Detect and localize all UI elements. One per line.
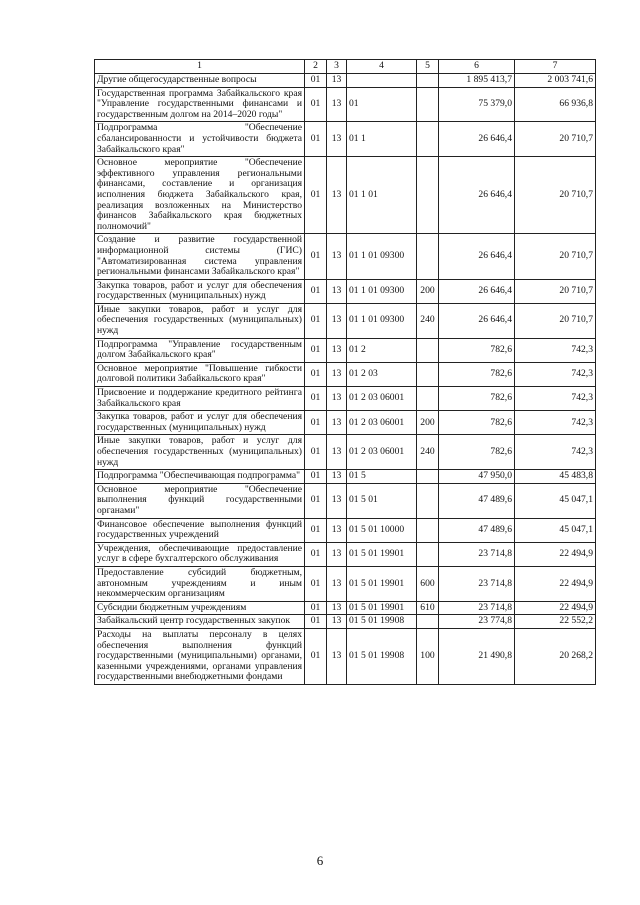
table-body: [95, 74, 596, 685]
table-row: [95, 518, 596, 542]
target-article-code: 01 2 03 06001: [347, 387, 417, 411]
subsection-code: 13: [327, 483, 347, 518]
amount-year-1: 782,6: [439, 362, 515, 386]
section-code: 01: [305, 122, 327, 157]
subsection-code: 13: [327, 628, 347, 684]
subsection-code: 13: [327, 566, 347, 601]
row-name: Иные закупки товаров, работ и услуг для обеспечения государственных (муниципальных) нужд: [95, 435, 305, 470]
amount-year-2: 742,3: [515, 387, 596, 411]
amount-year-1: 26 646,4: [439, 234, 515, 279]
subsection-code: 13: [327, 87, 347, 122]
table-row: [95, 74, 596, 88]
subsection-code: 13: [327, 303, 347, 338]
table-row: [95, 483, 596, 518]
target-article-code: 01 1 01 09300: [347, 279, 417, 303]
expense-type-code: 610: [417, 601, 439, 615]
row-name: Предоставление субсидий бюджетным, автономным учреждениям и иным некоммерческим организациям: [95, 566, 305, 601]
row-name: Основное мероприятие "Повышение гибкости долговой политики Забайкальского края": [95, 362, 305, 386]
amount-year-1: 47 489,6: [439, 518, 515, 542]
section-code: 01: [305, 234, 327, 279]
amount-year-1: 26 646,4: [439, 279, 515, 303]
target-article-code: 01 2 03 06001: [347, 411, 417, 435]
row-name: Подпрограмма "Управление государственным долгом Забайкальского края": [95, 338, 305, 362]
column-header: 1: [95, 60, 305, 74]
target-article-code: 01 5 01 19908: [347, 615, 417, 629]
amount-year-2: 66 936,8: [515, 87, 596, 122]
amount-year-2: 22 494,9: [515, 566, 596, 601]
amount-year-1: 782,6: [439, 338, 515, 362]
expense-type-code: [417, 157, 439, 234]
amount-year-1: 23 714,8: [439, 601, 515, 615]
expense-type-code: [417, 362, 439, 386]
page-number: 6: [316, 853, 324, 868]
expense-type-code: 240: [417, 435, 439, 470]
expense-type-code: [417, 542, 439, 566]
amount-year-2: 20 710,7: [515, 303, 596, 338]
row-name: Расходы на выплаты персоналу в целях обеспечения выполнения функций государственными (муниципальными) органами, казенными учреждениями, органами управления государственными внебюджетными фондами: [95, 628, 305, 684]
target-article-code: 01 1: [347, 122, 417, 157]
expense-type-code: [417, 470, 439, 484]
amount-year-1: 782,6: [439, 411, 515, 435]
table-row: [95, 542, 596, 566]
amount-year-2: 742,3: [515, 362, 596, 386]
section-code: 01: [305, 518, 327, 542]
amount-year-1: 1 895 413,7: [439, 74, 515, 88]
expense-type-code: [417, 74, 439, 88]
amount-year-2: 45 047,1: [515, 518, 596, 542]
expense-type-code: 200: [417, 411, 439, 435]
table-row: [95, 157, 596, 234]
target-article-code: 01 5 01 19901: [347, 601, 417, 615]
row-name: Иные закупки товаров, работ и услуг для обеспечения государственных (муниципальных) нужд: [95, 303, 305, 338]
target-article-code: 01 1 01 09300: [347, 303, 417, 338]
table-row: [95, 87, 596, 122]
table-header-row: [95, 60, 596, 74]
amount-year-2: 742,3: [515, 338, 596, 362]
row-name: Учреждения, обеспечивающие предоставление услуг в сфере бухгалтерского обслуживания: [95, 542, 305, 566]
expense-type-code: 100: [417, 628, 439, 684]
amount-year-1: 75 379,0: [439, 87, 515, 122]
row-name: Закупка товаров, работ и услуг для обеспечения государственных (муниципальных) нужд: [95, 279, 305, 303]
section-code: 01: [305, 411, 327, 435]
amount-year-2: 742,3: [515, 411, 596, 435]
row-name: Финансовое обеспечение выполнения функций государственных учреждений: [95, 518, 305, 542]
row-name: Присвоение и поддержание кредитного рейтинга Забайкальского края: [95, 387, 305, 411]
table-row: [95, 234, 596, 279]
section-code: 01: [305, 387, 327, 411]
target-article-code: [347, 74, 417, 88]
amount-year-2: 22 552,2: [515, 615, 596, 629]
amount-year-2: 20 710,7: [515, 157, 596, 234]
expense-type-code: [417, 483, 439, 518]
subsection-code: 13: [327, 362, 347, 386]
amount-year-1: 26 646,4: [439, 303, 515, 338]
target-article-code: 01 2 03: [347, 362, 417, 386]
target-article-code: 01 2: [347, 338, 417, 362]
section-code: 01: [305, 615, 327, 629]
row-name: Подпрограмма "Обеспечение сбалансированности и устойчивости бюджета Забайкальского края": [95, 122, 305, 157]
expense-type-code: [417, 338, 439, 362]
table-row: [95, 615, 596, 629]
subsection-code: 13: [327, 615, 347, 629]
amount-year-2: 20 710,7: [515, 279, 596, 303]
row-name: Создание и развитие государственной информационной системы (ГИС) "Автоматизированная система управления региональными финансами Забайкальского края": [95, 234, 305, 279]
amount-year-2: 45 047,1: [515, 483, 596, 518]
expense-type-code: [417, 234, 439, 279]
target-article-code: 01 2 03 06001: [347, 435, 417, 470]
column-header: 3: [327, 60, 347, 74]
subsection-code: 13: [327, 338, 347, 362]
row-name: Основное мероприятие "Обеспечение эффективного управления региональными финансами, составление и организация исполнения бюджета Забайкальского края, реализация возложенных на Министерство финансов Забайкальского края бюджетных полномочий": [95, 157, 305, 234]
section-code: 01: [305, 483, 327, 518]
target-article-code: 01 5 01 19901: [347, 542, 417, 566]
target-article-code: 01 5 01 19908: [347, 628, 417, 684]
amount-year-2: 20 268,2: [515, 628, 596, 684]
table-row: [95, 338, 596, 362]
target-article-code: 01 5 01 19901: [347, 566, 417, 601]
expense-type-code: 200: [417, 279, 439, 303]
target-article-code: 01: [347, 87, 417, 122]
amount-year-1: 26 646,4: [439, 122, 515, 157]
column-header: 5: [417, 60, 439, 74]
subsection-code: 13: [327, 542, 347, 566]
amount-year-1: 47 489,6: [439, 483, 515, 518]
section-code: 01: [305, 628, 327, 684]
subsection-code: 13: [327, 518, 347, 542]
amount-year-1: 782,6: [439, 387, 515, 411]
section-code: 01: [305, 157, 327, 234]
section-code: 01: [305, 470, 327, 484]
subsection-code: 13: [327, 411, 347, 435]
section-code: 01: [305, 303, 327, 338]
budget-table: [94, 59, 596, 685]
column-header: 4: [347, 60, 417, 74]
table-row: [95, 362, 596, 386]
subsection-code: 13: [327, 122, 347, 157]
section-code: 01: [305, 87, 327, 122]
subsection-code: 13: [327, 470, 347, 484]
subsection-code: 13: [327, 387, 347, 411]
row-name: Забайкальский центр государственных закупок: [95, 615, 305, 629]
column-header: 7: [515, 60, 596, 74]
row-name: Подпрограмма "Обеспечивающая подпрограмма": [95, 470, 305, 484]
table-row: [95, 303, 596, 338]
table-row: [95, 601, 596, 615]
amount-year-1: 23 774,8: [439, 615, 515, 629]
target-article-code: 01 5 01: [347, 483, 417, 518]
subsection-code: 13: [327, 601, 347, 615]
amount-year-1: 47 950,0: [439, 470, 515, 484]
subsection-code: 13: [327, 234, 347, 279]
table-row: [95, 470, 596, 484]
amount-year-1: 26 646,4: [439, 157, 515, 234]
section-code: 01: [305, 542, 327, 566]
amount-year-2: 20 710,7: [515, 234, 596, 279]
expense-type-code: 240: [417, 303, 439, 338]
amount-year-2: 22 494,9: [515, 601, 596, 615]
target-article-code: 01 5 01 10000: [347, 518, 417, 542]
section-code: 01: [305, 74, 327, 88]
subsection-code: 13: [327, 157, 347, 234]
target-article-code: 01 1 01 09300: [347, 234, 417, 279]
section-code: 01: [305, 362, 327, 386]
table-row: [95, 387, 596, 411]
subsection-code: 13: [327, 74, 347, 88]
expense-type-code: [417, 387, 439, 411]
row-name: Основное мероприятие "Обеспечение выполнения функций государственными органами": [95, 483, 305, 518]
section-code: 01: [305, 435, 327, 470]
row-name: Другие общегосударственные вопросы: [95, 74, 305, 88]
row-name: Субсидии бюджетным учреждениям: [95, 601, 305, 615]
expense-type-code: 600: [417, 566, 439, 601]
section-code: 01: [305, 338, 327, 362]
target-article-code: 01 1 01: [347, 157, 417, 234]
amount-year-2: 2 003 741,6: [515, 74, 596, 88]
table-row: [95, 411, 596, 435]
table-row: [95, 435, 596, 470]
section-code: 01: [305, 601, 327, 615]
subsection-code: 13: [327, 279, 347, 303]
amount-year-2: 20 710,7: [515, 122, 596, 157]
table-row: [95, 566, 596, 601]
amount-year-2: 45 483,8: [515, 470, 596, 484]
amount-year-1: 23 714,8: [439, 566, 515, 601]
amount-year-1: 21 490,8: [439, 628, 515, 684]
amount-year-2: 22 494,9: [515, 542, 596, 566]
target-article-code: 01 5: [347, 470, 417, 484]
table-row: [95, 628, 596, 684]
expense-type-code: [417, 518, 439, 542]
column-header: 6: [439, 60, 515, 74]
subsection-code: 13: [327, 435, 347, 470]
expense-type-code: [417, 122, 439, 157]
expense-type-code: [417, 87, 439, 122]
column-header: 2: [305, 60, 327, 74]
row-name: Закупка товаров, работ и услуг для обеспечения государственных (муниципальных) нужд: [95, 411, 305, 435]
table-row: [95, 122, 596, 157]
section-code: 01: [305, 279, 327, 303]
amount-year-1: 782,6: [439, 435, 515, 470]
row-name: Государственная программа Забайкальского края "Управление государственными финансами и государственным долгом на 2014–2020 годы": [95, 87, 305, 122]
amount-year-2: 742,3: [515, 435, 596, 470]
section-code: 01: [305, 566, 327, 601]
expense-type-code: [417, 615, 439, 629]
table-row: [95, 279, 596, 303]
amount-year-1: 23 714,8: [439, 542, 515, 566]
